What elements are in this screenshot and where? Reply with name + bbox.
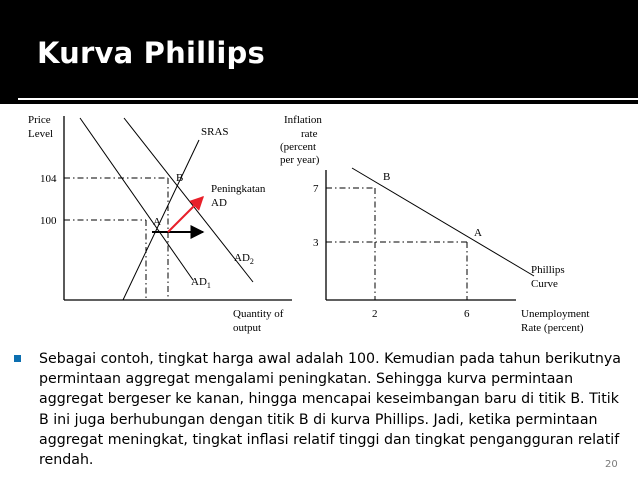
phillips-curve-diagram (280, 114, 589, 334)
ad1-curve (80, 118, 193, 280)
right-y-label-3: (percent (280, 141, 317, 153)
slide-title: Kurva Phillips (37, 36, 265, 70)
bullet-square-icon (14, 355, 21, 362)
right-y-label-2: rate (301, 128, 318, 140)
left-x-label-1: Quantity of (233, 308, 284, 320)
right-point-a: A (474, 227, 482, 239)
page-number: 20 (605, 459, 618, 470)
tick-104: 104 (40, 173, 57, 185)
tick-100: 100 (40, 215, 57, 227)
left-y-label-2: Level (28, 128, 54, 140)
left-y-label-1: Price (28, 114, 51, 126)
shift-label-2: AD (211, 197, 227, 209)
right-x-label-2: Rate (percent) (521, 322, 584, 334)
tick-7: 7 (313, 183, 319, 195)
tick-6: 6 (464, 308, 470, 320)
ad1-label: $AD_1$ (191, 276, 211, 290)
ad-as-diagram (28, 114, 292, 334)
increase-arrow (168, 197, 203, 232)
left-point-a: A (153, 216, 161, 228)
tick-3: 3 (313, 237, 319, 249)
bullet-text: Sebagai contoh, tingkat harga awal adalah 100. Kemudian pada tahun berikutnya permintaan aggregat mengalami peningkatan. Sehingga kurva permintaan aggregat bergeser ke kanan, hingga mencapai keseimbangan baru di titik B. Titik B ini juga berhubungan dengan titik B di kurva Phillips. Jadi, ketika permintaan aggregat meningkat, tingkat inflasi relatif tinggi dan tingkat pengangguran relatif rendah. (39, 351, 621, 469)
phillips-curve (352, 168, 534, 276)
phillips-label-1: Phillips (531, 264, 565, 276)
right-y-label-4: per year) (280, 154, 320, 166)
left-point-b: B (176, 172, 184, 184)
shift-label-1: Peningkatan (211, 183, 266, 195)
left-x-label-2: output (233, 322, 262, 334)
right-y-label-1: Inflation (284, 114, 322, 126)
phillips-label-2: Curve (531, 278, 558, 290)
sras-label: SRAS (201, 126, 229, 138)
right-x-label-1: Unemployment (521, 308, 590, 320)
ad2-label: $AD_2$ (234, 252, 254, 266)
tick-2: 2 (372, 308, 378, 320)
right-point-b: B (383, 171, 391, 183)
